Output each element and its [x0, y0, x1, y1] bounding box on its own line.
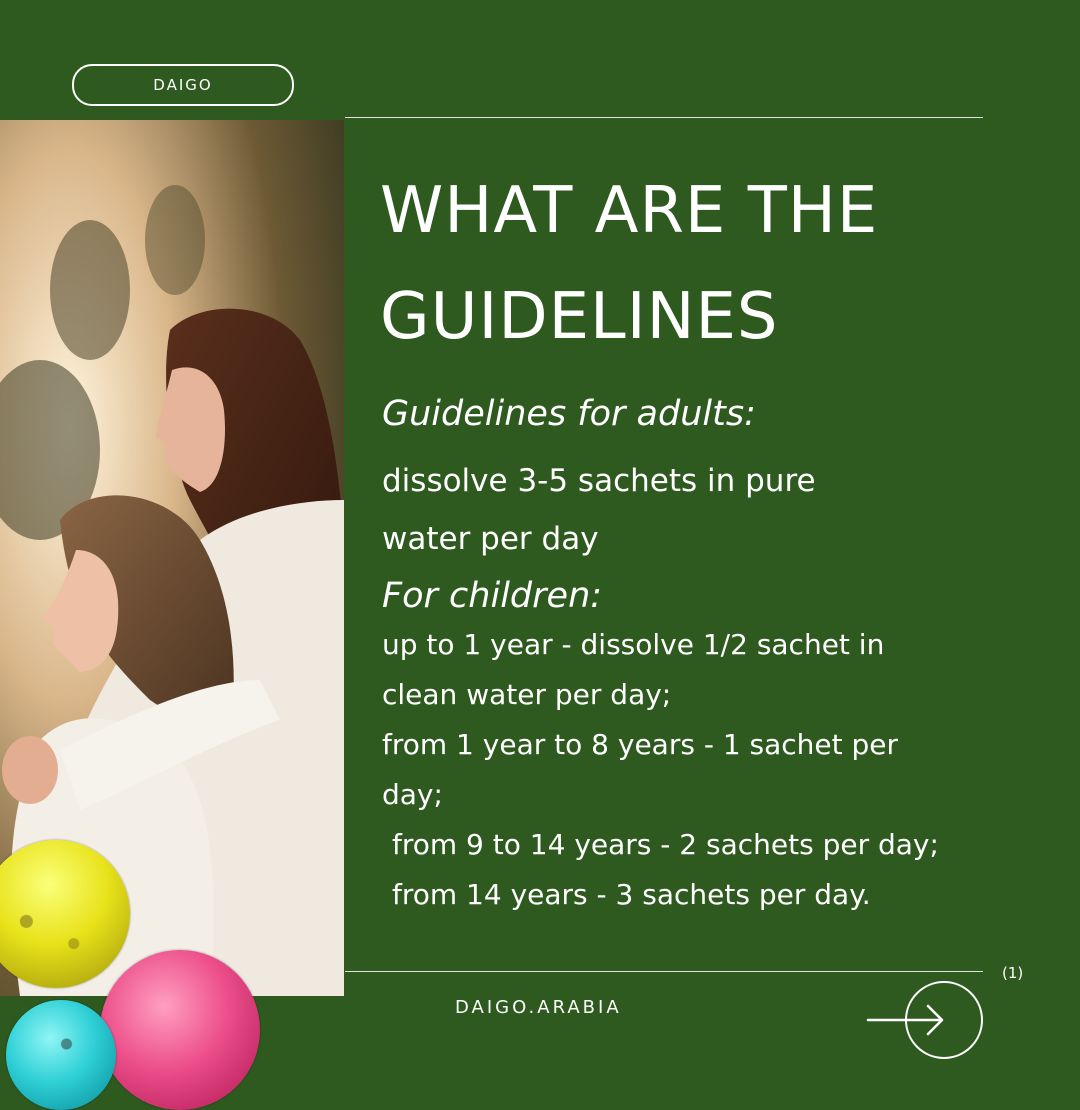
title-line-2: GUIDELINES	[380, 280, 779, 354]
guidelines-content	[382, 388, 1042, 920]
children-line: clean water per day;	[382, 678, 672, 711]
children-heading: For children:	[382, 576, 603, 616]
social-handle: DAIGO.ARABIA	[455, 997, 622, 1018]
adults-heading: Guidelines for adults:	[382, 394, 756, 434]
brand-label: DAIGO	[153, 76, 213, 94]
children-line: day;	[382, 778, 443, 811]
children-line: from 14 years - 3 sachets per day.	[392, 878, 871, 911]
adults-text-line-1: dissolve 3-5 sachets in pure	[382, 463, 816, 499]
page-title	[380, 158, 878, 370]
adults-text-line-2: water per day	[382, 521, 599, 557]
pink-bath-bomb	[100, 950, 260, 1110]
arrow-right-circle-icon	[866, 980, 986, 1060]
cyan-bath-bomb	[6, 1000, 116, 1110]
children-guidelines-list	[382, 620, 1042, 920]
top-divider	[345, 117, 983, 118]
children-line: from 1 year to 8 years - 1 sachet per	[382, 728, 899, 761]
children-line: up to 1 year - dissolve 1/2 sachet in	[382, 628, 885, 661]
page-number: (1)	[1002, 964, 1024, 982]
brand-badge	[72, 64, 294, 106]
next-button[interactable]	[866, 980, 986, 1060]
adults-guideline	[382, 452, 1042, 568]
title-line-1: WHAT ARE THE	[380, 174, 879, 248]
bottom-divider	[345, 971, 983, 972]
children-line: from 9 to 14 years - 2 sachets per day;	[392, 828, 939, 861]
